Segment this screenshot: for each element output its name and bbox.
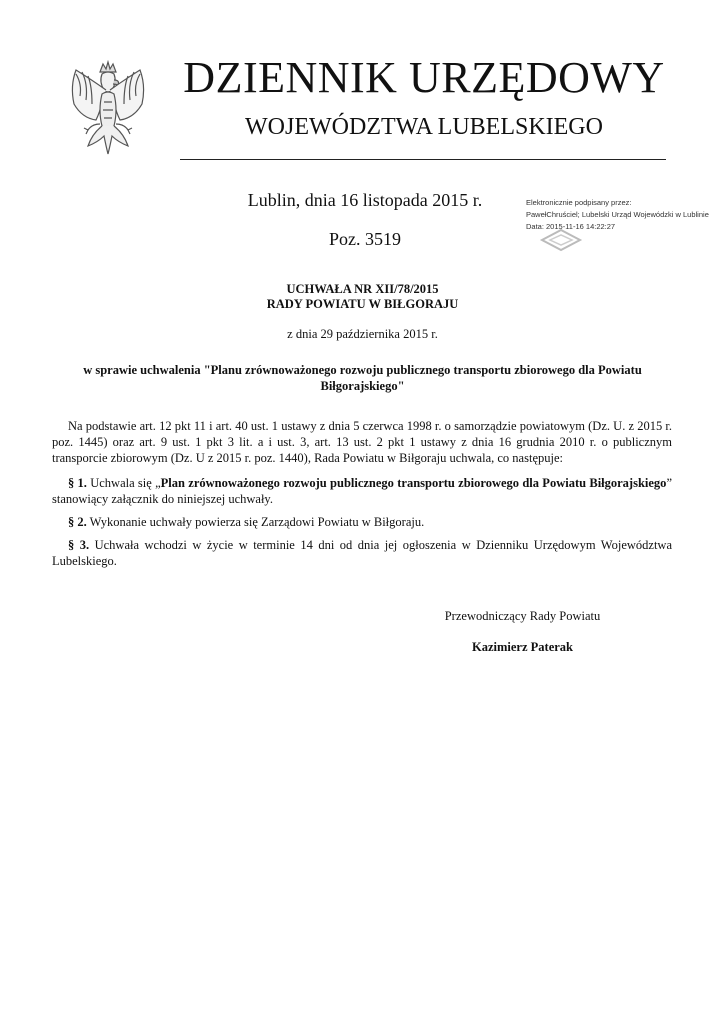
signatory-role: Przewodniczący Rady Powiatu xyxy=(444,609,601,623)
signature-signer: PawełChruściel; Lubelski Urząd Wojewódzki w Lublinie xyxy=(526,210,709,219)
plan-title: Plan zrównoważonego rozwoju publicznego transportu zbiorowego dla Powiatu Biłgorajskiego xyxy=(160,476,667,490)
signature-date: Data: 2015-11-16 14:22:27 xyxy=(526,222,616,231)
polish-eagle-emblem-icon xyxy=(62,60,154,164)
header-divider xyxy=(180,159,666,160)
section-1: § 1. Uchwala się „Plan zrównoważonego rozwoju publicznego transportu zbiorowego dla Powiatu Biłgorajskiego” stanowiący załącznik do niniejszej uchwały. xyxy=(52,476,672,506)
electronic-signature xyxy=(526,197,709,255)
publication-date: Lublin, dnia 16 listopada 2015 r. xyxy=(247,190,483,210)
position-number: Poz. 3519 xyxy=(329,229,401,249)
resolution-body: RADY POWIATU W BIŁGORAJU xyxy=(266,297,459,311)
journal-subtitle: WOJEWÓDZTWA LUBELSKIEGO xyxy=(245,114,603,140)
section-number: § 3. xyxy=(68,538,90,552)
section-3: § 3. Uchwała wchodzi w życie w terminie 14 dni od dnia jej ogłoszenia w Dzienniku Urzędowym Województwa Lubelskiego. xyxy=(52,538,672,568)
section-2: § 2. Wykonanie uchwały powierza się Zarządowi Powiatu w Biłgoraju. xyxy=(68,515,425,529)
section-number: § 1. xyxy=(68,476,87,490)
resolution-date: z dnia 29 października 2015 r. xyxy=(287,327,438,341)
resolution-number: UCHWAŁA NR XII/78/2015 xyxy=(286,282,439,296)
section-number: § 2. xyxy=(68,515,87,529)
journal-title: DZIENNIK URZĘDOWY xyxy=(183,53,665,102)
resolution-content xyxy=(52,418,672,576)
signatory-name: Kazimierz Paterak xyxy=(472,640,573,654)
legal-basis-paragraph: Na podstawie art. 12 pkt 11 i art. 40 ust. 1 ustawy z dnia 5 czerwca 1998 r. o samorządzie powiatowym (Dz. U. z 2015 r. poz. 1445) oraz art. 9 ust. 1 pkt 3 lit. a i ust. 3, art. 13 ust. 2 pkt 1 ustawy z dnia 16 grudnia 2010 r. o publicznym transporcie zbiorowym (Dz. U z 2015 r. poz. 1440), Rada Powiatu w Biłgoraju uchwala, co następuje: xyxy=(52,419,672,465)
resolution-subject: w sprawie uchwalenia "Planu zrównoważonego rozwoju publicznego transportu zbiorowego dla Powiatu Biłgorajskiego" xyxy=(83,363,642,393)
signature-label: Elektronicznie podpisany przez: xyxy=(526,198,632,207)
